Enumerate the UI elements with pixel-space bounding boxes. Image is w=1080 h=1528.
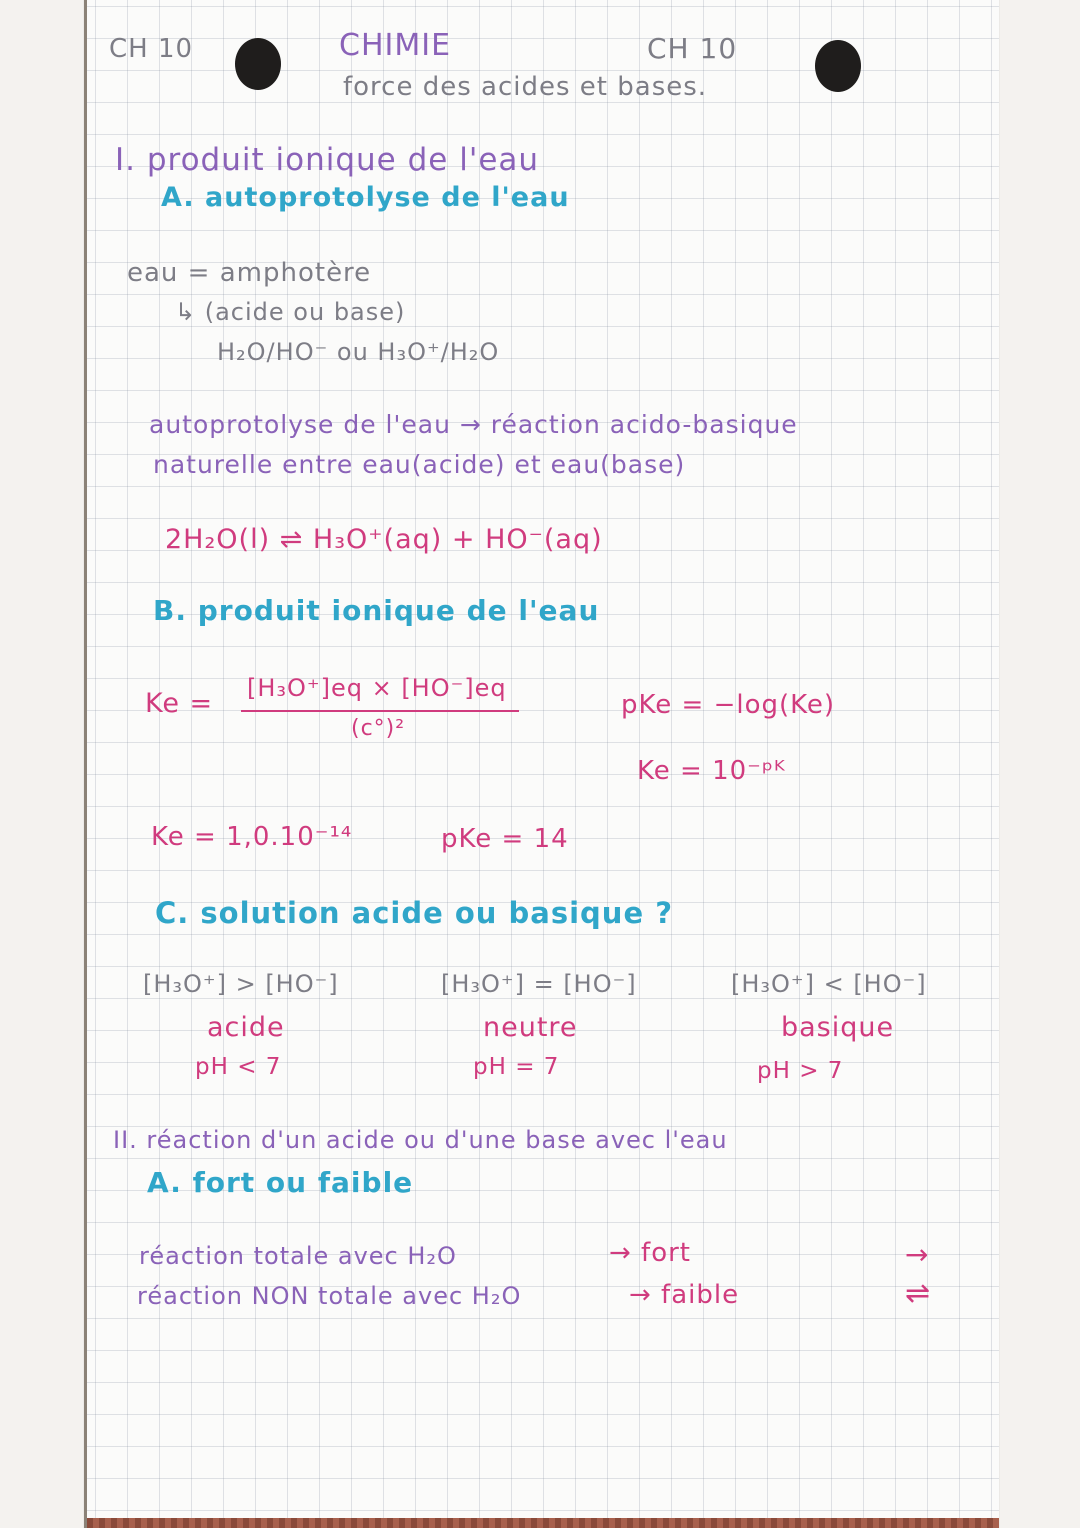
page-subtitle: force des acides et bases.: [343, 72, 708, 102]
header-left-label: CH 10: [109, 34, 194, 64]
case-acide-relation: [H₃O⁺] > [HO⁻]: [143, 970, 339, 998]
page-title: CHIMIE: [339, 28, 452, 63]
non-total-reaction-line: réaction NON totale avec H₂O: [137, 1282, 522, 1310]
pke-value: pKe = 14: [441, 824, 569, 854]
section-2-title: II. réaction d'un acide ou d'une base avec l'eau: [113, 1126, 728, 1154]
amphotere-line: eau = amphotère: [127, 258, 372, 288]
case-neutre-relation: [H₃O⁺] = [HO⁻]: [441, 970, 637, 998]
case-acide-label: acide: [207, 1012, 285, 1043]
couples-line: H₂O/HO⁻ ou H₃O⁺/H₂O: [217, 338, 500, 366]
case-basique-label: basique: [781, 1012, 895, 1043]
notebook-page: [84, 0, 999, 1528]
acid-base-line: ↳ (acide ou base): [175, 298, 406, 326]
total-arrow-icon: →: [905, 1238, 930, 1271]
case-basique-relation: [H₃O⁺] < [HO⁻]: [731, 970, 927, 998]
section-2a-title: A. fort ou faible: [147, 1166, 414, 1199]
equilibrium-arrow-icon: ⇌: [905, 1276, 932, 1311]
ke-from-pke: Ke = 10⁻ᵖᴷ: [637, 756, 786, 786]
binder-hole-left: [235, 38, 281, 90]
notebook-bottom-edge: [87, 1518, 999, 1528]
ke-numerator: [H₃O⁺]eq × [HO⁻]eq: [247, 674, 507, 702]
ke-lhs: Ke =: [145, 688, 214, 719]
section-1c-title: C. solution acide ou basique ?: [155, 896, 674, 930]
section-1-title: I. produit ionique de l'eau: [115, 142, 540, 178]
ke-value: Ke = 1,0.10⁻¹⁴: [151, 822, 353, 852]
autoprotolyse-definition-1: autoprotolyse de l'eau → réaction acido-basique: [149, 410, 798, 439]
case-basique-ph: pH > 7: [757, 1058, 844, 1084]
header-right-label: CH 10: [647, 32, 738, 65]
autoprotolyse-equation: 2H₂O(l) ⇌ H₃O⁺(aq) + HO⁻(aq): [165, 524, 603, 555]
section-1b-title: B. produit ionique de l'eau: [153, 594, 600, 627]
case-neutre-ph: pH = 7: [473, 1054, 560, 1080]
total-reaction-result: → fort: [609, 1238, 691, 1268]
case-neutre-label: neutre: [483, 1012, 578, 1043]
binder-hole-right: [815, 40, 861, 92]
ke-denominator: (c°)²: [351, 716, 406, 741]
section-1a-title: A. autoprotolyse de l'eau: [161, 182, 570, 213]
ke-fraction-bar: [241, 710, 519, 712]
non-total-reaction-result: → faible: [629, 1280, 740, 1310]
case-acide-ph: pH < 7: [195, 1054, 282, 1080]
pke-definition: pKe = −log(Ke): [621, 690, 836, 720]
autoprotolyse-definition-2: naturelle entre eau(acide) et eau(base): [153, 450, 686, 479]
total-reaction-line: réaction totale avec H₂O: [139, 1242, 457, 1270]
